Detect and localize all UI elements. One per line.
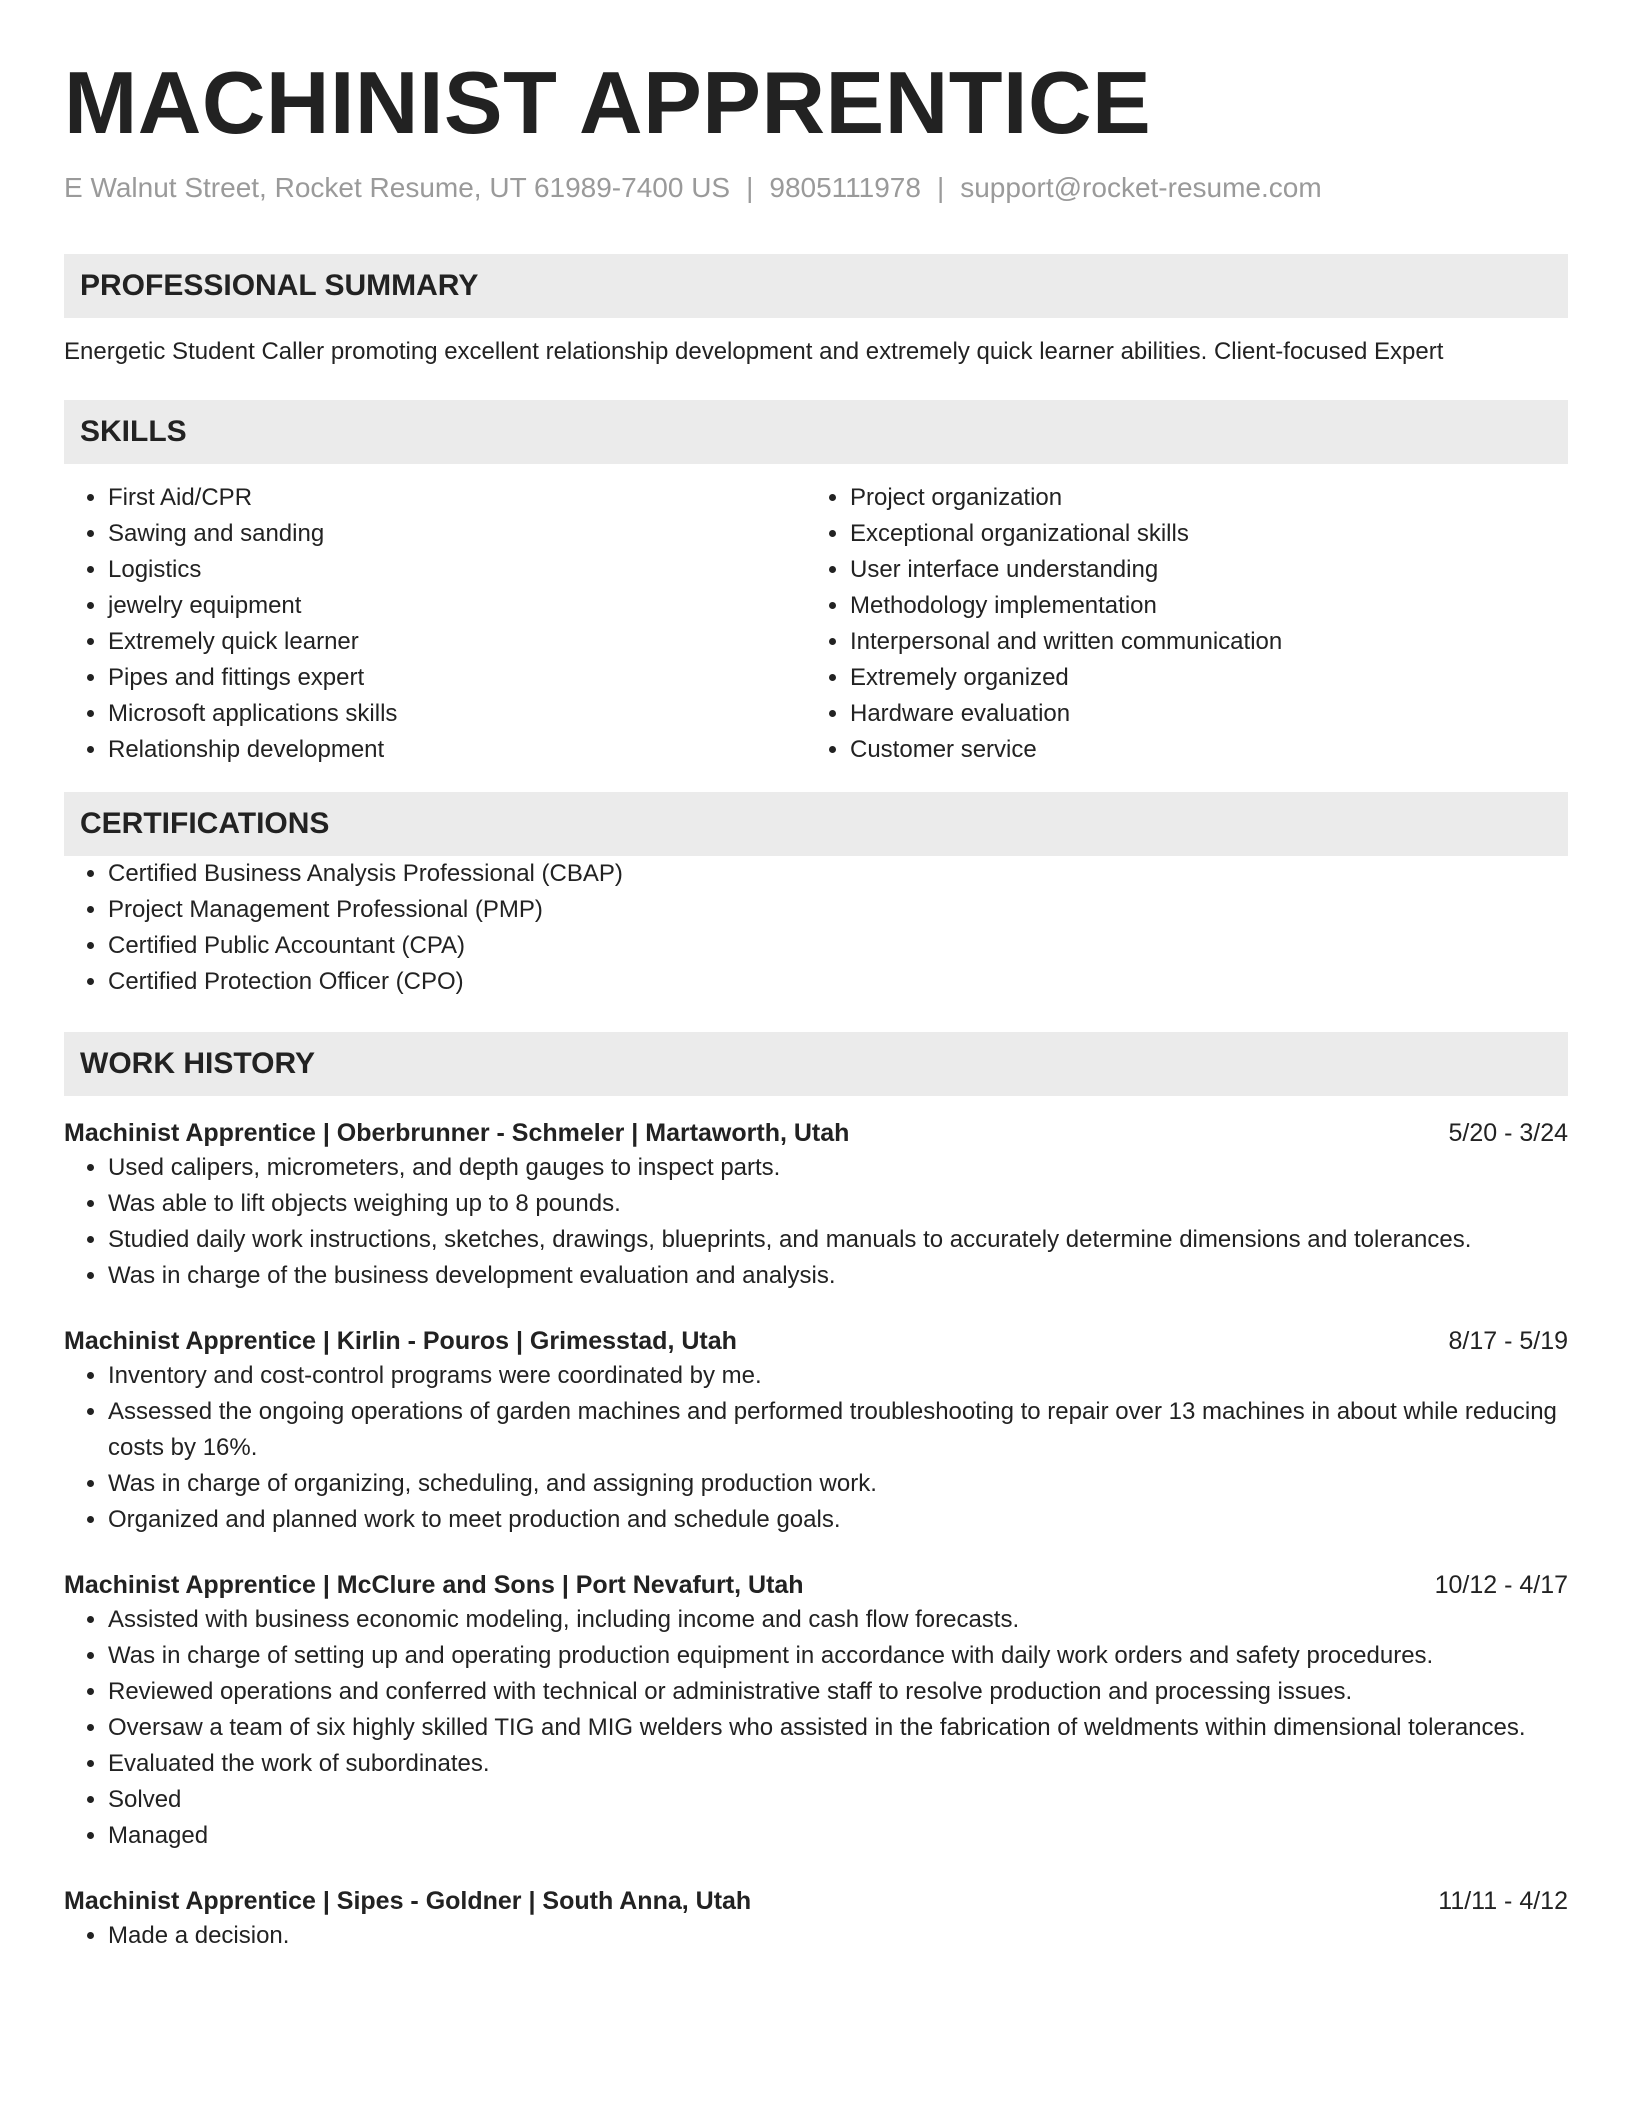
skills-list-right [806, 480, 1548, 768]
resume-name: MACHINIST APPRENTICE [64, 53, 1152, 152]
summary-text: Energetic Student Caller promoting excellent relationship development and extremely quick learner abilities. Client-focused Expert [64, 338, 1444, 365]
skill-item: • Microsoft applications skills [108, 696, 806, 732]
job-header [64, 1568, 1568, 1602]
job-bullet: • Solved [108, 1782, 1568, 1818]
section-header-work-history: WORK HISTORY [64, 1032, 1568, 1096]
skill-item: • User interface understanding [850, 552, 1548, 588]
job-bullet: • Inventory and cost-control programs were coordinated by me. [108, 1358, 1568, 1394]
job-header [64, 1116, 1568, 1150]
skill-item: • Pipes and fittings expert [108, 660, 806, 696]
job-bullet: • Was able to lift objects weighing up to 8 pounds. [108, 1186, 1568, 1222]
section-header-skills: SKILLS [64, 400, 1568, 464]
skill-item: • Project organization [850, 480, 1548, 516]
contact-separator: | [746, 172, 754, 203]
skills-column-left [64, 480, 806, 768]
job-bullet: • Studied daily work instructions, sketches, drawings, blueprints, and manuals to accurately determine dimensions and tolerances. [108, 1222, 1568, 1258]
certifications-list [64, 856, 1568, 1000]
job-bullet: • Was in charge of the business development evaluation and analysis. [108, 1258, 1568, 1294]
certification-item: • Certified Protection Officer (CPO) [108, 964, 1568, 1000]
contact-email: support@rocket-resume.com [960, 172, 1322, 203]
skill-item: • Extremely quick learner [108, 624, 806, 660]
job-bullets [64, 1918, 1568, 1954]
job-header [64, 1324, 1568, 1358]
skill-item: • Sawing and sanding [108, 516, 806, 552]
skill-item: • jewelry equipment [108, 588, 806, 624]
job-entry [64, 1116, 1568, 1294]
contact-separator: | [936, 172, 945, 203]
job-bullet: • Assisted with business economic modeling, including income and cash flow forecasts. [108, 1602, 1568, 1638]
job-bullet: • Assessed the ongoing operations of garden machines and performed troubleshooting to repair over 13 machines in about while reducing costs by 16%. [108, 1394, 1568, 1466]
skill-item: • Hardware evaluation [850, 696, 1548, 732]
contact-address: E Walnut Street, Rocket Resume, UT 61989-7400 US [64, 172, 731, 203]
job-bullet: • Organized and planned work to meet production and schedule goals. [108, 1502, 1568, 1538]
skill-item: • Exceptional organizational skills [850, 516, 1548, 552]
job-entry [64, 1568, 1568, 1854]
job-title: Machinist Apprentice | Sipes - Goldner | South Anna, Utah [64, 1887, 752, 1915]
job-dates: 10/12 - 4/17 [1434, 1571, 1568, 1599]
skill-item: • Interpersonal and written communication [850, 624, 1548, 660]
skill-item: • Extremely organized [850, 660, 1548, 696]
certification-item: • Certified Public Accountant (CPA) [108, 928, 1568, 964]
skill-item: • First Aid/CPR [108, 480, 806, 516]
certification-item: • Project Management Professional (PMP) [108, 892, 1568, 928]
skills-list-left [64, 480, 806, 768]
job-title: Machinist Apprentice | McClure and Sons | Port Nevafurt, Utah [64, 1571, 804, 1599]
job-bullets [64, 1602, 1568, 1854]
contact-phone: 9805111978 [769, 172, 921, 203]
job-bullets [64, 1150, 1568, 1294]
job-entry [64, 1884, 1568, 1954]
job-bullet: • Managed [108, 1818, 1568, 1854]
job-dates: 11/11 - 4/12 [1438, 1887, 1568, 1915]
job-header [64, 1884, 1568, 1918]
job-bullet: • Was in charge of setting up and operating production equipment in accordance with daily work orders and safety procedures. [108, 1638, 1568, 1674]
skills-column-right [806, 480, 1548, 768]
skill-item: • Customer service [850, 732, 1548, 768]
job-entry [64, 1324, 1568, 1538]
job-title: Machinist Apprentice | Kirlin - Pouros | Grimesstad, Utah [64, 1327, 737, 1355]
skill-item: • Methodology implementation [850, 588, 1548, 624]
contact-line [64, 170, 1568, 206]
job-dates: 5/20 - 3/24 [1448, 1119, 1568, 1147]
skill-item: • Logistics [108, 552, 806, 588]
skills-columns [64, 480, 1568, 768]
job-bullets [64, 1358, 1568, 1538]
job-bullet: • Oversaw a team of six highly skilled TIG and MIG welders who assisted in the fabrication of weldments within dimensional tolerances. [108, 1710, 1568, 1746]
job-bullet: • Reviewed operations and conferred with technical or administrative staff to resolve production and processing issues. [108, 1674, 1568, 1710]
section-header-certifications: CERTIFICATIONS [64, 792, 1568, 856]
section-header-summary: PROFESSIONAL SUMMARY [64, 254, 1568, 318]
job-bullet: • Made a decision. [108, 1918, 1568, 1954]
job-bullet: • Used calipers, micrometers, and depth gauges to inspect parts. [108, 1150, 1568, 1186]
certification-item: • Certified Business Analysis Professional (CBAP) [108, 856, 1568, 892]
job-title: Machinist Apprentice | Oberbrunner - Schmeler | Martaworth, Utah [64, 1119, 850, 1147]
job-bullet: • Was in charge of organizing, scheduling, and assigning production work. [108, 1466, 1568, 1502]
skill-item: • Relationship development [108, 732, 806, 768]
job-bullet: • Evaluated the work of subordinates. [108, 1746, 1568, 1782]
job-dates: 8/17 - 5/19 [1448, 1327, 1568, 1355]
